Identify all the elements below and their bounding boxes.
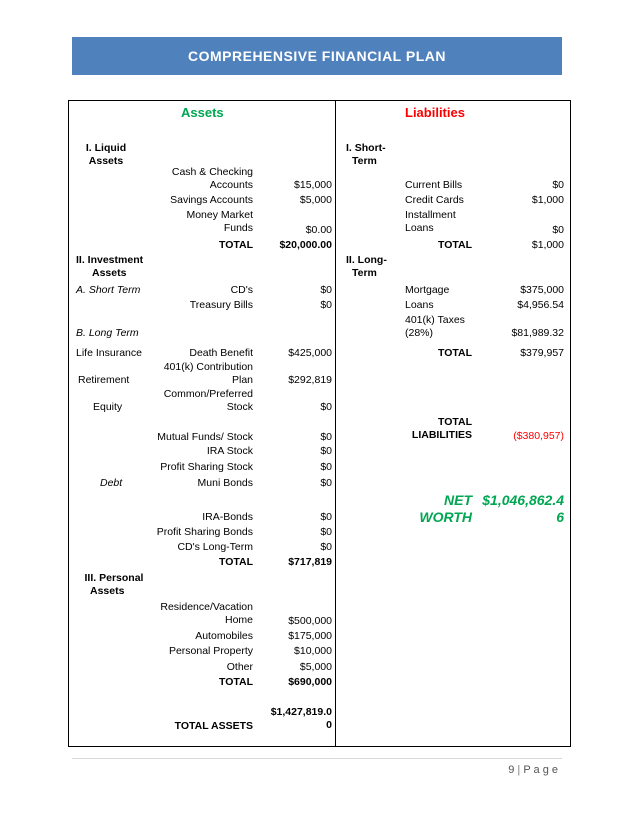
short-term-liabilities-heading <box>346 142 386 168</box>
cds-value: $0 <box>320 284 332 296</box>
death-benefit-label: Death Benefit <box>189 347 253 359</box>
net-worth-value-line1: $1,046,862.4 <box>482 492 564 508</box>
life-insurance-label: Life Insurance <box>76 347 142 359</box>
investment-heading-line1: II. Investment <box>76 254 144 266</box>
401k-value: $292,819 <box>288 374 332 386</box>
stock-label-line1: Common/Preferred <box>163 388 253 400</box>
muni-bonds-label: Muni Bonds <box>197 477 253 489</box>
equity-label: Equity <box>93 401 123 413</box>
ira-bonds-label: IRA-Bonds <box>202 511 253 523</box>
credit-cards-value: $1,000 <box>531 194 564 206</box>
total-assets-value <box>256 706 332 732</box>
liquid-assets-heading <box>76 142 136 168</box>
installment-label-line1: Installment <box>405 209 456 221</box>
installment-loans-value: $0 <box>552 224 564 236</box>
long-term-total-value: $379,957 <box>520 347 564 359</box>
cash-label <box>150 166 253 192</box>
401k-taxes-label-line1: 401(k) Taxes <box>405 314 465 326</box>
residence-label-line2: Home <box>224 614 253 626</box>
muni-bonds-value: $0 <box>320 477 332 489</box>
investment-total-label: TOTAL <box>218 556 253 568</box>
automobiles-value: $175,000 <box>288 630 332 642</box>
page-number: 9 <box>508 764 515 776</box>
footer-separator: | <box>517 764 521 776</box>
savings-value: $5,000 <box>299 194 332 206</box>
401k-label-line2: Plan <box>231 374 253 386</box>
current-bills-value: $0 <box>552 179 564 191</box>
money-market-label <box>150 209 253 235</box>
investment-heading-line2: Assets <box>92 267 127 279</box>
short-heading-line1: I. Short- <box>346 142 386 154</box>
automobiles-label: Automobiles <box>195 630 253 642</box>
net-worth-label <box>400 492 472 526</box>
mortgage-label: Mortgage <box>405 284 450 296</box>
column-divider <box>335 100 336 747</box>
ira-stock-value: $0 <box>320 445 332 457</box>
cds-long-term-value: $0 <box>320 541 332 553</box>
stock-label-line2: Stock <box>226 401 253 413</box>
residence-value: $500,000 <box>288 615 332 627</box>
mutual-funds-label: Mutual Funds/ Stock <box>157 431 253 443</box>
loans-label: Loans <box>405 299 434 311</box>
debt-label: Debt <box>100 477 123 489</box>
total-liabilities-label-line2: LIABILITIES <box>411 429 472 441</box>
other-label: Other <box>226 661 253 673</box>
other-value: $5,000 <box>299 661 332 673</box>
personal-property-label: Personal Property <box>168 645 253 657</box>
net-worth-label-line2: WORTH <box>419 509 472 525</box>
treasury-bills-label: Treasury Bills <box>189 299 253 311</box>
long-heading-line2: Term <box>352 267 377 279</box>
money-market-label-line1: Money Market <box>186 209 253 221</box>
assets-header: Assets <box>181 105 224 120</box>
total-assets-value-line2: 0 <box>326 719 332 731</box>
document-title: COMPREHENSIVE FINANCIAL PLAN <box>188 48 446 64</box>
profit-sharing-stock-value: $0 <box>320 461 332 473</box>
credit-cards-label: Credit Cards <box>405 194 464 206</box>
death-benefit-value: $425,000 <box>288 347 332 359</box>
profit-sharing-bonds-value: $0 <box>320 526 332 538</box>
cds-label: CD's <box>230 284 253 296</box>
personal-heading-line2: Assets <box>90 585 125 597</box>
cash-label-line2: Accounts <box>209 179 253 191</box>
liquid-total-label: TOTAL <box>218 239 253 251</box>
current-bills-label: Current Bills <box>405 179 463 191</box>
long-term-label: B. Long Term <box>76 327 139 339</box>
common-preferred-stock-label <box>150 388 253 414</box>
net-worth-value-line2: 6 <box>556 509 564 525</box>
savings-label: Savings Accounts <box>170 194 253 206</box>
liquid-total-value: $20,000.00 <box>279 239 332 251</box>
installment-label-line2: Loans <box>405 222 434 234</box>
total-assets-value-line1: $1,427,819.0 <box>270 706 332 718</box>
total-assets-label: TOTAL ASSETS <box>174 720 253 732</box>
total-liabilities-value: ($380,957) <box>513 430 564 442</box>
liquid-heading-line2: Assets <box>88 155 124 167</box>
long-heading-line1: II. Long- <box>346 254 387 266</box>
cds-long-term-label: CD's Long-Term <box>177 541 253 553</box>
long-term-liabilities-heading <box>346 254 387 280</box>
net-worth-value <box>476 492 564 526</box>
mutual-funds-value: $0 <box>320 431 332 443</box>
residence-label <box>150 601 253 627</box>
short-term-total-label: TOTAL <box>437 239 472 251</box>
mortgage-value: $375,000 <box>520 284 564 296</box>
personal-heading-line1: III. Personal <box>84 572 144 584</box>
long-term-total-label: TOTAL <box>437 347 472 359</box>
liquid-heading-line1: I. Liquid <box>85 142 127 154</box>
cash-value: $15,000 <box>294 179 332 191</box>
401k-taxes-value: $81,989.32 <box>511 327 564 339</box>
liabilities-header: Liabilities <box>405 105 465 120</box>
401k-taxes-label <box>405 314 465 340</box>
residence-label-line1: Residence/Vacation <box>160 601 253 613</box>
page-footer <box>508 764 558 776</box>
net-worth-label-line1: NET <box>444 492 472 508</box>
page-label: P a g e <box>523 764 558 776</box>
profit-sharing-bonds-label: Profit Sharing Bonds <box>156 526 253 538</box>
401k-label <box>150 361 253 387</box>
investment-total-value: $717,819 <box>288 556 332 568</box>
treasury-bills-value: $0 <box>320 299 332 311</box>
ira-stock-label: IRA Stock <box>206 445 253 457</box>
document-title-banner <box>72 37 562 75</box>
personal-total-value: $690,000 <box>288 676 332 688</box>
footer-rule <box>72 758 562 759</box>
installment-loans-label <box>405 209 456 235</box>
personal-assets-heading <box>76 572 152 598</box>
money-market-value: $0.00 <box>305 224 332 236</box>
common-preferred-stock-value: $0 <box>320 401 332 413</box>
loans-value: $4,956.54 <box>517 299 564 311</box>
short-term-total-value: $1,000 <box>531 239 564 251</box>
total-liabilities-label-line1: TOTAL <box>437 416 472 428</box>
personal-total-label: TOTAL <box>218 676 253 688</box>
401k-taxes-label-line2: (28%) <box>405 327 434 339</box>
total-liabilities-label <box>400 416 472 442</box>
short-heading-line2: Term <box>352 155 377 167</box>
retirement-label: Retirement <box>78 374 130 386</box>
money-market-label-line2: Funds <box>223 222 253 234</box>
short-term-label: A. Short Term <box>76 284 141 296</box>
investment-assets-heading <box>76 254 143 280</box>
401k-label-line1: 401(k) Contribution <box>163 361 253 373</box>
personal-property-value: $10,000 <box>294 645 332 657</box>
ira-bonds-value: $0 <box>320 511 332 523</box>
cash-label-line1: Cash & Checking <box>171 166 253 178</box>
profit-sharing-stock-label: Profit Sharing Stock <box>160 461 253 473</box>
